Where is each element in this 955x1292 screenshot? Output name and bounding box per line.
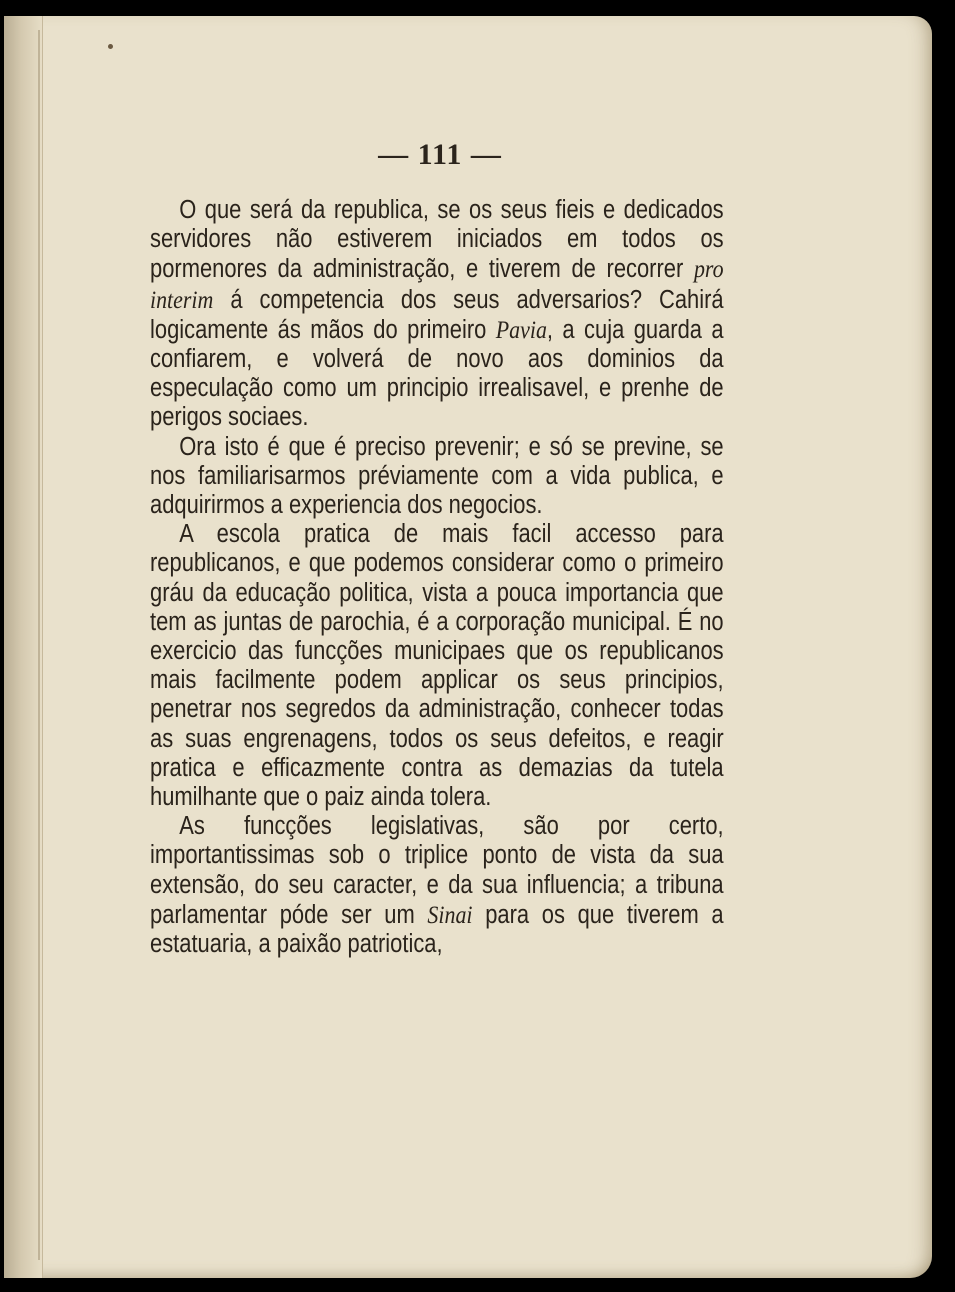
- paragraph-1-text: , a cuja guarda a confiarem, e volverá de novo aos dominios da especulação como um principio irrealisavel, e prenhe de perigos sociaes.: [150, 315, 724, 432]
- paragraph-3: [150, 520, 724, 812]
- italic-word-sinai: Sinai: [427, 899, 473, 929]
- paragraph-3-text: A escola pratica de mais facil accesso para republicanos, e que podemos considerar como o primeiro gráu da educação politica, vista a pouca importancia que tem as juntas de parochia, é a corporação municipal. É no exercicio das funcções municipaes que os republicanos mais facilmente podem applicar os seus principios, penetrar nos segredos da administração, conhecer todas as suas engrenagens, todos os seus defeitos, e reagir pratica e efficazmente contra as demazias da tutela humilhante que o paiz ainda tolera.: [150, 520, 724, 812]
- paragraph-2-text: Ora isto é que é preciso prevenir; e só se previne, se nos familiarisarmos préviamente com a vida publica, e adquirirmos a experiencia dos negocios.: [150, 432, 724, 520]
- body-text: [150, 196, 724, 959]
- italic-phrase-pro-interim: pro interim: [150, 254, 724, 314]
- paragraph-1-text: á competencia dos seus adversarios? Cahirá logicamente ás mãos do primeiro: [150, 285, 724, 344]
- ink-speck: [108, 44, 113, 49]
- fold-line: [38, 30, 40, 1260]
- paragraph-1-text: O que será da republica, se os seus fieis e dedicados servidores não estiverem iniciados em todos os pormenores da administração, e tiverem de recorrer: [150, 196, 724, 284]
- paragraph-4-text: para os que tiverem a estatuaria, a paixão patriotica,: [150, 900, 724, 959]
- paragraph-4-text: As funcções legislativas, são por certo, importantissimas sob o triplice ponto de vista da sua extensão, do seu caracter, e da sua influencia; a tribuna parlamentar póde ser um: [150, 812, 724, 929]
- italic-word-pavia: Pavia: [495, 314, 547, 344]
- paragraph-4: [150, 812, 724, 959]
- page-number: — 111 —: [378, 138, 502, 171]
- paragraph-1: [150, 196, 724, 433]
- paragraph-2: [150, 433, 724, 521]
